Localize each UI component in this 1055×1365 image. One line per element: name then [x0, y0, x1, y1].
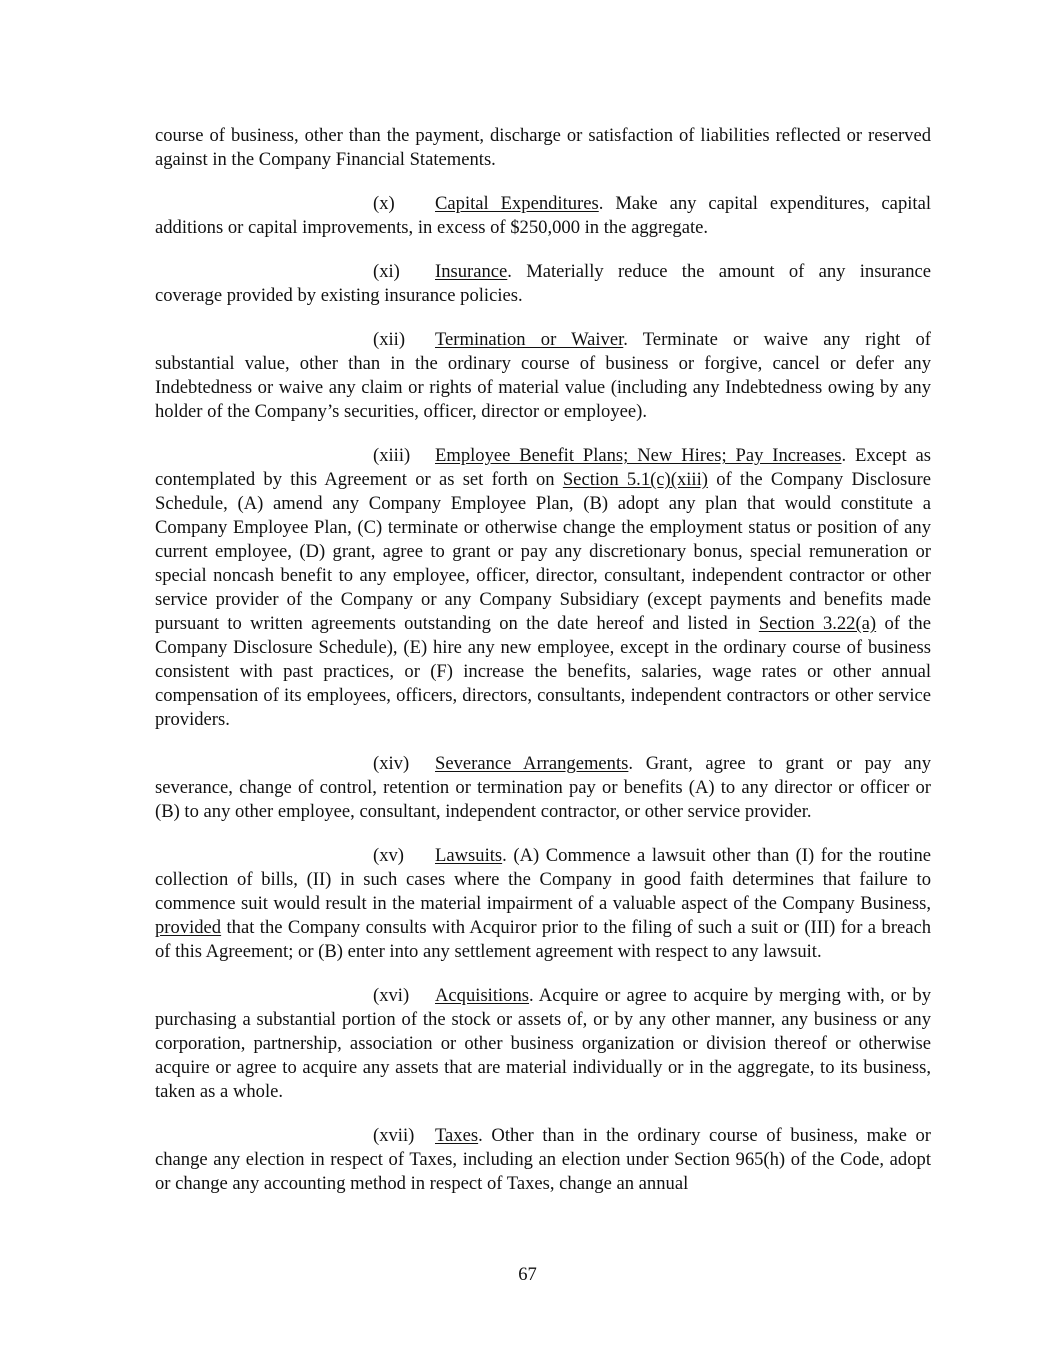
paragraph-xi-insurance	[155, 260, 931, 308]
clause-number: (xv)	[373, 845, 404, 866]
paragraph-text: course of business, other than the payment, discharge or satisfaction of liabilities reflected or reserved against in the Company Financial Statements.	[155, 125, 931, 170]
clause-number: (xvii)	[373, 1125, 415, 1146]
clause-heading: Severance Arrangements	[435, 753, 629, 774]
clause-body: . Terminate or waive any right of substantial value, other than in the ordinary course of business or forgive, cancel or defer any Indebtedness or waive any claim or rights of material value (including any Indebtedness owing by any holder of the Company’s securities, officer, director or employee).	[155, 329, 931, 422]
clause-body: . Other than in the ordinary course of business, make or change any election in respect of Taxes, including an election under Section 965(h) of the Code, adopt or change any accounting method in respect of Taxes, change an annual	[155, 1125, 931, 1194]
clause-body: . (A) Commence a lawsuit other than (I) for the routine collection of bills, (II) in such cases where the Company in good faith determines that failure to commence suit would result in the material impairment of a valuable aspect of the Company Business,	[155, 845, 931, 914]
clause-body: . Acquire or agree to acquire by merging with, or by purchasing a substantial portion of the stock or assets of, or by any other manner, any business or any corporation, partnership, association or other business organization or division thereof or otherwise acquire or agree to acquire any assets that are material individually or in the aggregate, to its business, taken as a whole.	[155, 985, 931, 1102]
paragraph-xiii-employee-benefit-plans	[155, 444, 931, 732]
section-reference: Section 3.22(a)	[758, 613, 877, 634]
clause-body: . Materially reduce the amount of any insurance coverage provided by existing insurance policies.	[155, 261, 931, 306]
clause-heading: Lawsuits	[435, 845, 503, 866]
clause-body: that the Company consults with Acquiror prior to the filing of such a suit or (III) for a breach of this Agreement; or (B) enter into any settlement agreement with respect to any lawsuit.	[155, 917, 931, 962]
paragraph-continuation	[155, 124, 931, 172]
paragraph-xii-termination-or-waiver	[155, 328, 931, 424]
clause-heading: Acquisitions	[435, 985, 530, 1006]
clause-number: (xii)	[373, 329, 406, 350]
clause-body: . Except as contemplated by this Agreement or as set forth on	[155, 445, 931, 490]
emphasis-provided: provided	[155, 917, 222, 938]
paragraph-xv-lawsuits	[155, 844, 931, 964]
clause-heading: Termination or Waiver	[435, 329, 624, 350]
document-page	[155, 124, 931, 1216]
page-number: 67	[518, 1264, 537, 1285]
clause-number: (xiv)	[373, 753, 410, 774]
clause-body: . Make any capital expenditures, capital additions or capital improvements, in excess of $250,000 in the aggregate.	[155, 193, 931, 238]
clause-body: of the Company Disclosure Schedule, (A) amend any Company Employee Plan, (B) adopt any plan that would constitute a Company Employee Plan, (C) terminate or otherwise change the employment status or position of any current employee, (D) grant, agree to grant or pay any discretionary bonus, special remuneration or special noncash benefit to any employee, officer, director, consultant, independent contractor or other service provider of the Company or any Company Subsidiary (except payments and benefits made pursuant to written agreements outstanding on the date hereof and listed in	[155, 469, 931, 634]
clause-number: (xiii)	[373, 445, 411, 466]
clause-heading: Insurance	[435, 261, 508, 282]
clause-heading: Taxes	[435, 1125, 479, 1146]
paragraph-xvii-taxes	[155, 1124, 931, 1196]
clause-heading: Capital Expenditures	[435, 193, 599, 214]
clause-number: (x)	[373, 193, 395, 214]
paragraph-xvi-acquisitions	[155, 984, 931, 1104]
clause-heading: Employee Benefit Plans; New Hires; Pay Increases	[435, 445, 842, 466]
clause-body: of the Company Disclosure Schedule), (E) hire any new employee, except in the ordinary course of business consistent with past practices, or (F) increase the benefits, salaries, wage rates or other annual compensation of its employees, officers, directors, consultants, independent contractors or other service providers.	[155, 613, 931, 730]
paragraph-xiv-severance-arrangements	[155, 752, 931, 824]
paragraph-x-capital-expenditures	[155, 192, 931, 240]
section-reference: Section 5.1(c)(xiii)	[562, 469, 708, 490]
clause-number: (xvi)	[373, 985, 410, 1006]
clause-body: . Grant, agree to grant or pay any severance, change of control, retention or termination pay or benefits (A) to any director or officer or (B) to any other employee, consultant, independent contractor, or other service provider.	[155, 753, 931, 822]
clause-number: (xi)	[373, 261, 400, 282]
